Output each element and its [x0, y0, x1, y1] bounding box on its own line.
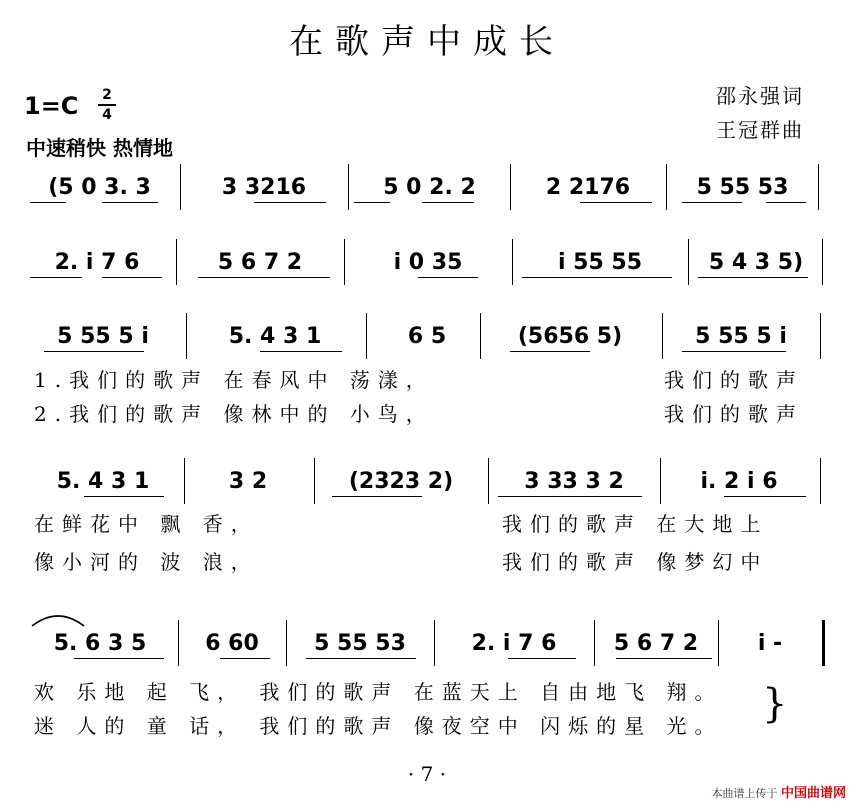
watermark-logo: 中国曲谱网 — [780, 786, 846, 801]
measure: 5 6 7 2 — [217, 249, 303, 275]
lyric-verse2-line2: 像小河的 波 浪， — [34, 550, 259, 574]
measure: 6 60 — [205, 630, 259, 656]
time-denominator: 4 — [102, 107, 112, 123]
song-title: 在歌声中成长 — [289, 22, 565, 62]
measure: i 55 55 — [557, 249, 643, 275]
measure: 5 55 53 — [696, 174, 789, 200]
page-number: · 7 · — [407, 762, 447, 786]
measure: (5 0 3. 3 — [48, 174, 151, 200]
watermark-text: 本曲谱上传于 — [711, 787, 778, 800]
measure: 2. i 7 6 — [471, 630, 557, 656]
key-signature: 1=C — [24, 92, 79, 120]
measure: 5 55 53 — [314, 630, 406, 656]
lyric-verse1-line3: 欢 乐地 起 飞， 我们的歌声 在蓝天上 自由地飞 翔。 — [34, 680, 723, 704]
lyric-verse1-line1-end: 我们的歌声 — [664, 368, 804, 392]
notation-line-2 — [22, 247, 822, 277]
lyric-verse1-line2: 在鲜花中 飘 香， — [34, 512, 259, 536]
measure: 5 55 5 i — [57, 323, 149, 349]
lyric-verse2-line3: 迷 人的 童 话， 我们的歌声 像夜空中 闪烁的星 光。 — [34, 714, 723, 738]
slur-mark — [30, 610, 86, 628]
measure: 5. 4 3 1 — [56, 468, 150, 494]
measure: 3 33 3 2 — [524, 468, 624, 494]
lyricist-credit: 邵永强词 — [716, 84, 804, 108]
measure: 2 2176 — [545, 174, 631, 200]
lyric-verse1-line2-end: 我们的歌声 在大地上 — [502, 512, 769, 536]
lyric-verse2-line1-end: 我们的歌声 — [664, 402, 804, 426]
measure: 3 3216 — [221, 174, 307, 200]
time-numerator: 2 — [102, 87, 112, 103]
measure: 2. i 7 6 — [54, 249, 140, 275]
measure: 5 6 7 2 — [613, 630, 699, 656]
measure: 3 2 — [228, 468, 268, 494]
measure: i - — [757, 630, 783, 656]
measure: 5 4 3 5) — [708, 249, 804, 275]
notation-line-3 — [22, 321, 822, 351]
lyric-verse2-line1: 2.我们的歌声 像林中的 小鸟， — [34, 402, 434, 426]
composer-credit: 王冠群曲 — [716, 118, 804, 142]
notation-line-5 — [22, 628, 822, 658]
measure: (2323 2) — [348, 468, 454, 494]
notation-line-4 — [22, 466, 822, 496]
measure: 5. 6 3 5 — [53, 630, 147, 656]
notation-line-1 — [22, 172, 822, 202]
measure: i. 2 i 6 — [700, 468, 778, 494]
measure: 5 0 2. 2 — [383, 174, 476, 200]
lyric-verse1-line1: 1.我们的歌声 在春风中 荡漾， — [34, 368, 434, 392]
measure: i 0 35 — [393, 249, 463, 275]
measure: 5 55 5 i — [695, 323, 787, 349]
lyric-verse2-line2-end: 我们的歌声 像梦幻中 — [502, 550, 769, 574]
verse-brace: } — [762, 681, 788, 727]
watermark — [711, 782, 846, 801]
measure: 5. 4 3 1 — [228, 323, 322, 349]
tempo-marking: 中速稍快 热情地 — [26, 136, 173, 160]
measure: (5656 5) — [517, 323, 623, 349]
measure: 6 5 — [407, 323, 447, 349]
time-signature — [98, 88, 116, 122]
